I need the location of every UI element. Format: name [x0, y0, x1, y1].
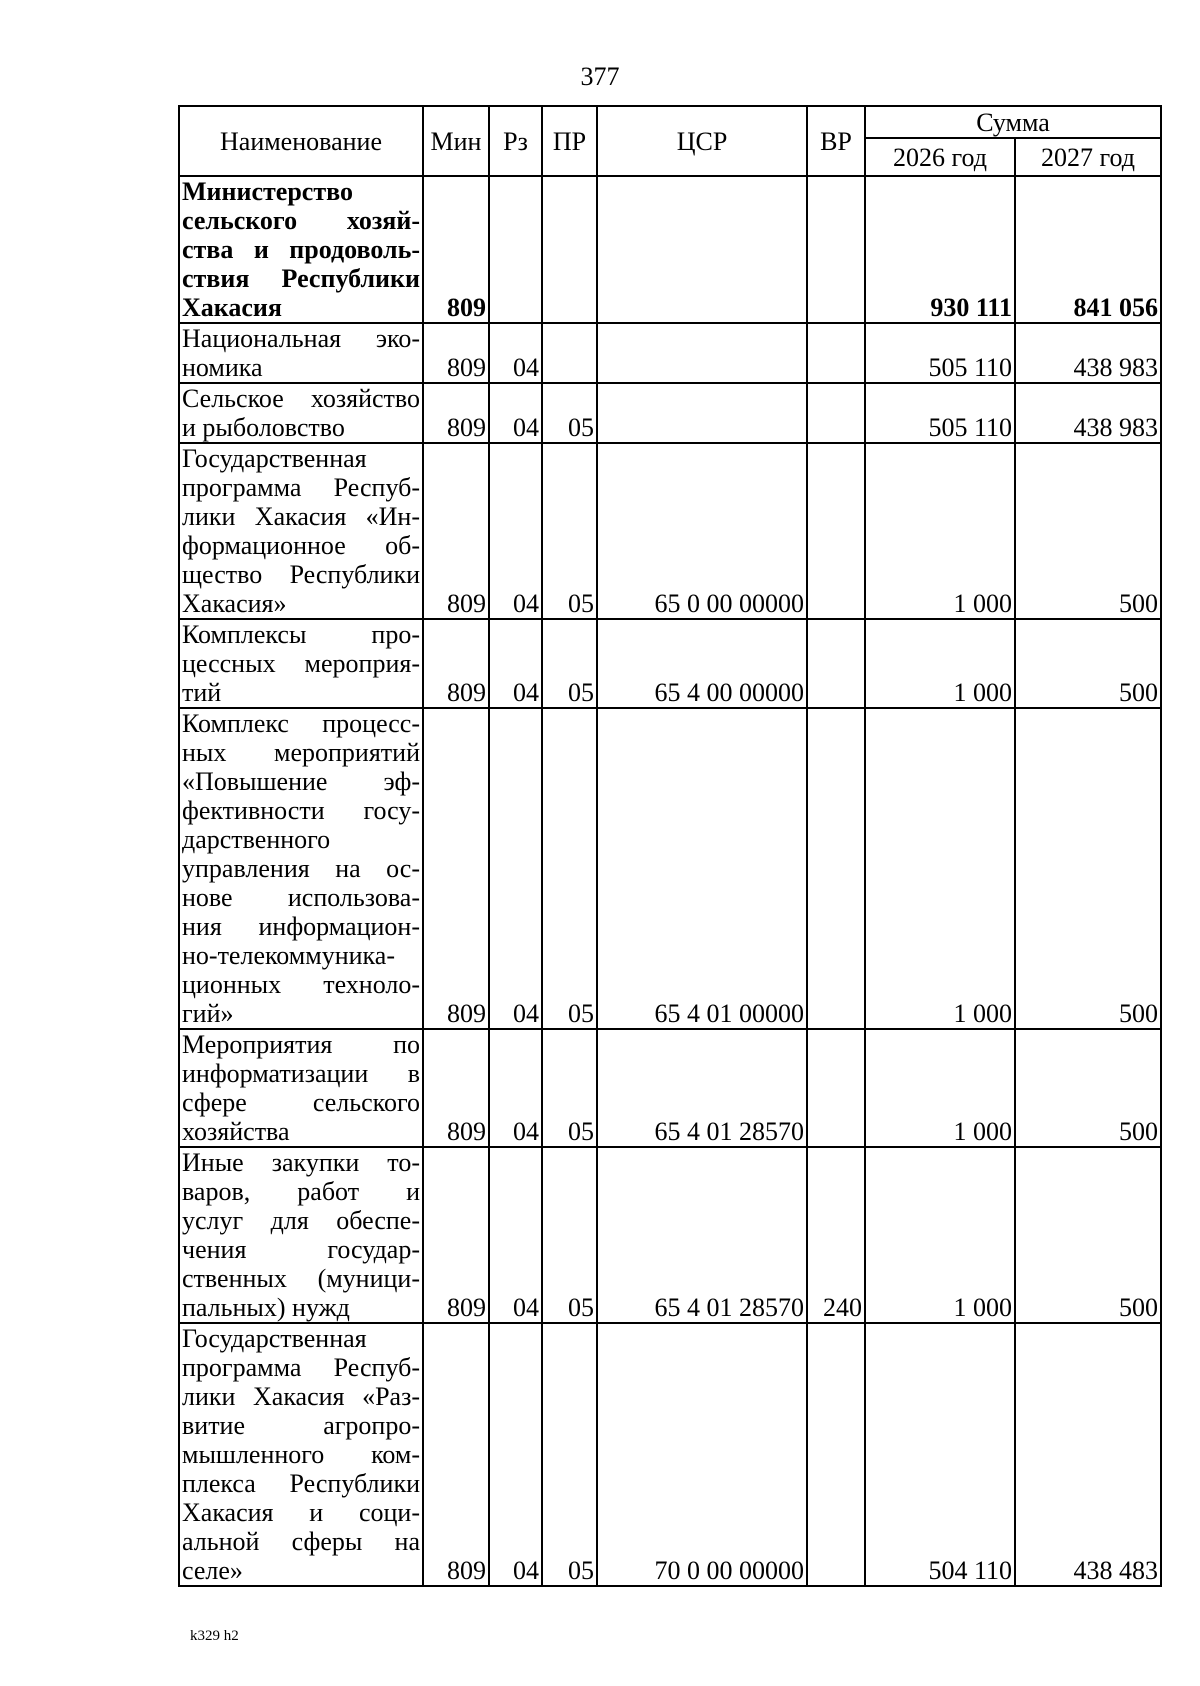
row-name-line: пальных) нужд: [182, 1293, 350, 1322]
row-pr: [542, 176, 597, 323]
row-name-line: Иные закупки то-: [182, 1148, 420, 1177]
row-name-line: дарственного: [182, 825, 331, 854]
row-name-line: ных мероприятий: [182, 738, 420, 767]
row-name-line: гий»: [182, 999, 234, 1028]
row-pr: 05: [542, 443, 597, 619]
row-name-line: тий: [182, 678, 222, 707]
row-amount-2026: 1 000: [865, 1029, 1015, 1147]
row-name-line: альной сферы на: [182, 1527, 420, 1556]
row-amount-2026: 930 111: [865, 176, 1015, 323]
row-name-line: программа Респуб-: [182, 473, 420, 502]
row-pr: 05: [542, 1323, 597, 1586]
table-row: [179, 1029, 1161, 1147]
row-min: 809: [423, 176, 489, 323]
row-name-line: Комплекс процесс-: [182, 709, 420, 738]
row-pr: 05: [542, 708, 597, 1029]
row-name-line: ния информацион-: [182, 912, 420, 941]
row-name-line: Хакасия: [182, 293, 282, 322]
row-name-line: варов, работ и: [182, 1177, 420, 1206]
row-name-line: сфере сельского: [182, 1088, 420, 1117]
row-name-line: услуг для обеспе-: [182, 1206, 420, 1235]
row-vr: [807, 1323, 865, 1586]
row-name-line: «Повышение эф-: [182, 767, 420, 796]
row-name-line: Национальная эко-: [182, 324, 420, 353]
row-amount-2026: 504 110: [865, 1323, 1015, 1586]
row-name: [179, 1323, 423, 1586]
row-min: 809: [423, 383, 489, 443]
row-name-line: витие агропро-: [182, 1411, 420, 1440]
header-vr: ВР: [807, 106, 865, 176]
table-row: [179, 383, 1161, 443]
row-vr: [807, 323, 865, 383]
row-pr: [542, 323, 597, 383]
row-pr: 05: [542, 1147, 597, 1323]
row-name: [179, 443, 423, 619]
row-min: 809: [423, 1323, 489, 1586]
row-name-line: ствия Республики: [182, 264, 420, 293]
row-amount-2027: 438 983: [1015, 383, 1161, 443]
row-name-line: Комплексы про-: [182, 620, 420, 649]
row-name-line: ства и продоволь-: [182, 235, 420, 264]
row-vr: [807, 443, 865, 619]
footer-code: k329 h2: [190, 1628, 239, 1644]
row-name: [179, 383, 423, 443]
row-name-line: Хакасия»: [182, 589, 287, 618]
row-name-line: но-телекоммуника-: [182, 941, 395, 970]
row-name-line: сельского хозяй-: [182, 206, 420, 235]
row-min: 809: [423, 323, 489, 383]
row-csr: [597, 323, 807, 383]
table-row: [179, 708, 1161, 1029]
row-name-line: лики Хакасия «Ин-: [182, 502, 420, 531]
row-min: 809: [423, 1147, 489, 1323]
header-sum: Сумма: [865, 106, 1161, 138]
row-csr: 65 4 01 28570: [597, 1029, 807, 1147]
row-csr: 70 0 00 00000: [597, 1323, 807, 1586]
row-rz: 04: [489, 1323, 542, 1586]
row-name-line: Государственная: [182, 1324, 367, 1353]
row-amount-2027: 500: [1015, 443, 1161, 619]
row-name-line: Министерство: [182, 177, 353, 206]
row-name-line: номика: [182, 353, 263, 382]
row-name-line: чения государ-: [182, 1235, 420, 1264]
row-name-line: ционных техноло-: [182, 970, 420, 999]
table-row: [179, 1323, 1161, 1586]
header-name: Наименование: [179, 106, 423, 176]
row-vr: [807, 1029, 865, 1147]
row-name-line: нове использова-: [182, 883, 420, 912]
row-name-line: селе»: [182, 1556, 243, 1585]
row-amount-2026: 1 000: [865, 1147, 1015, 1323]
row-min: 809: [423, 443, 489, 619]
row-amount-2027: 438 983: [1015, 323, 1161, 383]
row-name-line: цессных мероприя-: [182, 649, 420, 678]
row-name-line: управления на ос-: [182, 854, 420, 883]
row-amount-2026: 1 000: [865, 619, 1015, 708]
header-year-2026: 2026 год: [865, 138, 1015, 176]
row-rz: 04: [489, 383, 542, 443]
row-name-line: мышленного ком-: [182, 1440, 420, 1469]
row-amount-2026: 1 000: [865, 443, 1015, 619]
row-name-line: и рыболовство: [182, 413, 345, 442]
row-rz: 04: [489, 708, 542, 1029]
row-name-line: Государственная: [182, 444, 367, 473]
header-year-2027: 2027 год: [1015, 138, 1161, 176]
row-amount-2027: 500: [1015, 1147, 1161, 1323]
row-amount-2027: 438 483: [1015, 1323, 1161, 1586]
table-row: [179, 323, 1161, 383]
row-vr: [807, 176, 865, 323]
row-name-line: формационное об-: [182, 531, 420, 560]
row-name: [179, 1147, 423, 1323]
row-name-line: плекса Республики: [182, 1469, 420, 1498]
row-name-line: фективности госу-: [182, 796, 420, 825]
row-name: [179, 619, 423, 708]
table-row: [179, 176, 1161, 323]
header-min: Мин: [423, 106, 489, 176]
row-name-line: ственных (муници-: [182, 1264, 420, 1293]
header-pr: ПР: [542, 106, 597, 176]
page-number: 377: [580, 62, 620, 91]
table-row: [179, 1147, 1161, 1323]
table-row: [179, 619, 1161, 708]
row-name: [179, 1029, 423, 1147]
row-vr: [807, 383, 865, 443]
row-name-line: лики Хакасия «Раз-: [182, 1382, 420, 1411]
row-rz: 04: [489, 323, 542, 383]
row-min: 809: [423, 708, 489, 1029]
row-min: 809: [423, 1029, 489, 1147]
row-amount-2026: 505 110: [865, 383, 1015, 443]
row-csr: 65 0 00 00000: [597, 443, 807, 619]
row-rz: 04: [489, 443, 542, 619]
row-name-line: хозяйства: [182, 1117, 290, 1146]
table-body: [179, 176, 1161, 1586]
row-rz: 04: [489, 1029, 542, 1147]
row-csr: 65 4 01 28570: [597, 1147, 807, 1323]
row-name: [179, 708, 423, 1029]
budget-table: [178, 105, 1162, 1587]
row-name-line: Хакасия и соци-: [182, 1498, 420, 1527]
row-name-line: информатизации в: [182, 1059, 420, 1088]
row-vr: [807, 708, 865, 1029]
row-amount-2027: 841 056: [1015, 176, 1161, 323]
row-min: 809: [423, 619, 489, 708]
row-name-line: Сельское хозяйство: [182, 384, 420, 413]
row-rz: 04: [489, 1147, 542, 1323]
row-amount-2027: 500: [1015, 619, 1161, 708]
row-csr: 65 4 01 00000: [597, 708, 807, 1029]
row-amount-2027: 500: [1015, 708, 1161, 1029]
table-row: [179, 443, 1161, 619]
row-name-line: программа Респуб-: [182, 1353, 420, 1382]
row-csr: [597, 176, 807, 323]
row-rz: 04: [489, 619, 542, 708]
row-vr: 240: [807, 1147, 865, 1323]
row-pr: 05: [542, 383, 597, 443]
row-rz: [489, 176, 542, 323]
row-amount-2026: 1 000: [865, 708, 1015, 1029]
row-name-line: щество Республики: [182, 560, 420, 589]
row-vr: [807, 619, 865, 708]
header-rz: Рз: [489, 106, 542, 176]
row-pr: 05: [542, 619, 597, 708]
row-csr: 65 4 00 00000: [597, 619, 807, 708]
row-pr: 05: [542, 1029, 597, 1147]
row-amount-2026: 505 110: [865, 323, 1015, 383]
row-csr: [597, 383, 807, 443]
row-name: [179, 176, 423, 323]
row-amount-2027: 500: [1015, 1029, 1161, 1147]
row-name-line: Мероприятия по: [182, 1030, 420, 1059]
row-name: [179, 323, 423, 383]
header-csr: ЦСР: [597, 106, 807, 176]
